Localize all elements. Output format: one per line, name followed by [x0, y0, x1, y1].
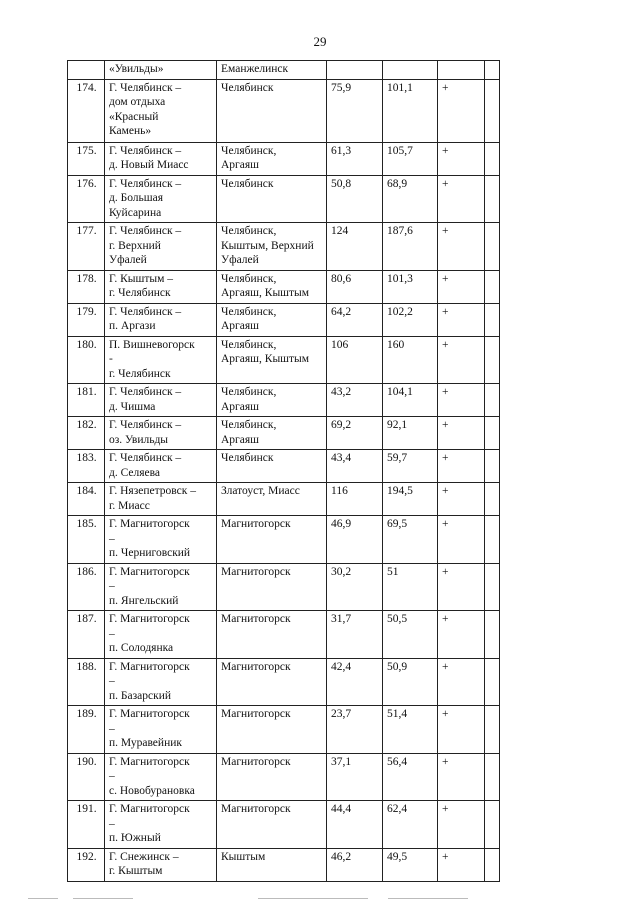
table-cell-mark: + — [438, 483, 485, 516]
table-cell-points: Челябинск, Аргаяш, Кыштым — [217, 336, 327, 384]
table-cell-length-a: 61,3 — [327, 142, 383, 175]
table-row — [68, 142, 500, 175]
table-cell-length-b: 68,9 — [383, 175, 438, 223]
table-cell-note — [485, 753, 500, 801]
table-cell-number: 177. — [68, 223, 105, 271]
table-cell-length-a: 106 — [327, 336, 383, 384]
table-cell-length-a: 75,9 — [327, 79, 383, 142]
table-cell-mark: + — [438, 658, 485, 706]
table-cell-mark: + — [438, 336, 485, 384]
table-cell-number: 180. — [68, 336, 105, 384]
table-row — [68, 336, 500, 384]
table-cell-mark: + — [438, 801, 485, 849]
table-cell-length-b: 69,5 — [383, 516, 438, 564]
table-cell-length-b: 56,4 — [383, 753, 438, 801]
table-cell-length-b: 187,6 — [383, 223, 438, 271]
table-cell-length-b: 92,1 — [383, 417, 438, 450]
table-cell-length-b: 194,5 — [383, 483, 438, 516]
table-cell-points: Магнитогорск — [217, 706, 327, 754]
table-cell-mark: + — [438, 516, 485, 564]
table-cell-number: 174. — [68, 79, 105, 142]
table-cell-note — [485, 450, 500, 483]
table-cell-points: Челябинск, Аргаяш — [217, 417, 327, 450]
table-cell-length-a: 44,4 — [327, 801, 383, 849]
table-cell-length-a: 37,1 — [327, 753, 383, 801]
table-cell-points: Челябинск, Аргаяш — [217, 142, 327, 175]
table-cell-length-b: 160 — [383, 336, 438, 384]
table-cell-points: Челябинск — [217, 79, 327, 142]
table-cell-note — [485, 223, 500, 271]
table-cell-points: Челябинск, Аргаяш, Кыштым — [217, 270, 327, 303]
table-cell-number: 178. — [68, 270, 105, 303]
table-cell-route: Г. Магнитогорск – п. Муравейник — [105, 706, 217, 754]
table-cell-points: Челябинск, Аргаяш — [217, 303, 327, 336]
table-cell-length-a: 50,8 — [327, 175, 383, 223]
table-cell-points: Магнитогорск — [217, 516, 327, 564]
table-row — [68, 753, 500, 801]
table-cell-mark: + — [438, 223, 485, 271]
table-cell-number: 190. — [68, 753, 105, 801]
table-cell-length-a: 43,2 — [327, 384, 383, 417]
table-cell-note — [485, 483, 500, 516]
table-cell-number: 182. — [68, 417, 105, 450]
table-row — [68, 175, 500, 223]
table-cell-number: 188. — [68, 658, 105, 706]
table-cell-route: Г. Нязепетровск – г. Миасс — [105, 483, 217, 516]
table-cell-number: 187. — [68, 611, 105, 659]
table-cell-length-a: 69,2 — [327, 417, 383, 450]
table-cell-note — [485, 303, 500, 336]
table-cell-length-a: 124 — [327, 223, 383, 271]
table-row — [68, 483, 500, 516]
table-row — [68, 516, 500, 564]
table-cell-length-a: 43,4 — [327, 450, 383, 483]
table-cell-length-b: 59,7 — [383, 450, 438, 483]
table-cell-number: 179. — [68, 303, 105, 336]
routes-table-body — [68, 61, 500, 882]
table-cell-number — [68, 61, 105, 80]
table-cell-length-b: 105,7 — [383, 142, 438, 175]
table-cell-route: Г. Челябинск – дом отдыха «Красный Камень» — [105, 79, 217, 142]
table-cell-points: Магнитогорск — [217, 753, 327, 801]
table-row — [68, 223, 500, 271]
table-cell-note — [485, 142, 500, 175]
routes-table — [67, 60, 500, 882]
table-cell-length-a — [327, 61, 383, 80]
table-cell-note — [485, 563, 500, 611]
table-row — [68, 450, 500, 483]
table-cell-note — [485, 270, 500, 303]
table-cell-route: Г. Челябинск – д. Большая Куйсарина — [105, 175, 217, 223]
table-cell-note — [485, 706, 500, 754]
table-row — [68, 658, 500, 706]
table-cell-mark: + — [438, 450, 485, 483]
table-cell-points: Челябинск, Аргаяш — [217, 384, 327, 417]
table-cell-mark: + — [438, 611, 485, 659]
table-cell-route: Г. Челябинск – оз. Увильды — [105, 417, 217, 450]
table-cell-route: Г. Кыштым – г. Челябинск — [105, 270, 217, 303]
table-cell-note — [485, 417, 500, 450]
table-cell-number: 184. — [68, 483, 105, 516]
table-row — [68, 611, 500, 659]
table-cell-points: Магнитогорск — [217, 658, 327, 706]
table-cell-note — [485, 79, 500, 142]
table-cell-route: Г. Магнитогорск – п. Солодянка — [105, 611, 217, 659]
table-row — [68, 303, 500, 336]
table-cell-points: Магнитогорск — [217, 801, 327, 849]
table-cell-route: Г. Челябинск – д. Чишма — [105, 384, 217, 417]
table-cell-mark — [438, 61, 485, 80]
table-cell-length-b: 51 — [383, 563, 438, 611]
table-cell-number: 176. — [68, 175, 105, 223]
table-cell-points: Златоуст, Миасс — [217, 483, 327, 516]
table-cell-number: 189. — [68, 706, 105, 754]
page-number: 29 — [313, 34, 327, 49]
table-cell-length-b: 50,9 — [383, 658, 438, 706]
table-cell-route: Г. Магнитогорск – п. Южный — [105, 801, 217, 849]
table-cell-number: 181. — [68, 384, 105, 417]
table-cell-points: Магнитогорск — [217, 611, 327, 659]
table-cell-route: Г. Челябинск – д. Новый Миасс — [105, 142, 217, 175]
table-cell-route: Г. Челябинск – п. Аргази — [105, 303, 217, 336]
table-cell-points: Кыштым — [217, 848, 327, 881]
table-cell-mark: + — [438, 706, 485, 754]
table-cell-mark: + — [438, 848, 485, 881]
table-cell-length-b: 104,1 — [383, 384, 438, 417]
table-cell-route: Г. Челябинск – г. Верхний Уфалей — [105, 223, 217, 271]
table-cell-length-b: 51,4 — [383, 706, 438, 754]
table-cell-number: 185. — [68, 516, 105, 564]
table-cell-length-a: 23,7 — [327, 706, 383, 754]
table-cell-length-b: 101,3 — [383, 270, 438, 303]
table-cell-note — [485, 516, 500, 564]
table-cell-number: 183. — [68, 450, 105, 483]
scan-artifact-line — [28, 898, 588, 901]
table-cell-length-b — [383, 61, 438, 80]
table-cell-mark: + — [438, 303, 485, 336]
table-row — [68, 848, 500, 881]
table-cell-length-b: 101,1 — [383, 79, 438, 142]
table-cell-length-a: 116 — [327, 483, 383, 516]
table-cell-mark: + — [438, 142, 485, 175]
table-cell-mark: + — [438, 384, 485, 417]
table-cell-length-a: 64,2 — [327, 303, 383, 336]
table-cell-points: Челябинск — [217, 450, 327, 483]
table-cell-length-b: 49,5 — [383, 848, 438, 881]
table-cell-points: Челябинск — [217, 175, 327, 223]
table-cell-note — [485, 61, 500, 80]
table-cell-length-b: 50,5 — [383, 611, 438, 659]
table-row — [68, 384, 500, 417]
table-cell-route: Г. Магнитогорск – п. Черниговский — [105, 516, 217, 564]
table-cell-note — [485, 384, 500, 417]
table-cell-mark: + — [438, 753, 485, 801]
table-cell-length-a: 42,4 — [327, 658, 383, 706]
table-cell-route: Г. Магнитогорск – с. Новобурановка — [105, 753, 217, 801]
table-cell-route: «Увильды» — [105, 61, 217, 80]
table-row — [68, 801, 500, 849]
table-cell-length-a: 46,2 — [327, 848, 383, 881]
table-cell-mark: + — [438, 563, 485, 611]
table-row — [68, 563, 500, 611]
table-cell-length-b: 102,2 — [383, 303, 438, 336]
table-row — [68, 706, 500, 754]
table-cell-note — [485, 801, 500, 849]
table-cell-route: Г. Магнитогорск – п. Янгельский — [105, 563, 217, 611]
table-cell-note — [485, 336, 500, 384]
table-row — [68, 79, 500, 142]
table-row-continuation — [68, 61, 500, 80]
table-cell-route: Г. Снежинск – г. Кыштым — [105, 848, 217, 881]
table-cell-number: 175. — [68, 142, 105, 175]
table-cell-mark: + — [438, 270, 485, 303]
table-cell-length-b: 62,4 — [383, 801, 438, 849]
table-cell-points: Еманжелинск — [217, 61, 327, 80]
table-cell-mark: + — [438, 175, 485, 223]
table-cell-number: 191. — [68, 801, 105, 849]
table-cell-points: Магнитогорск — [217, 563, 327, 611]
table-row — [68, 417, 500, 450]
table-cell-number: 192. — [68, 848, 105, 881]
table-cell-note — [485, 175, 500, 223]
table-cell-route: Г. Челябинск – д. Селяева — [105, 450, 217, 483]
table-cell-mark: + — [438, 417, 485, 450]
table-cell-route: П. Вишневогорск - г. Челябинск — [105, 336, 217, 384]
table-cell-number: 186. — [68, 563, 105, 611]
table-cell-note — [485, 848, 500, 881]
table-cell-points: Челябинск, Кыштым, Верхний Уфалей — [217, 223, 327, 271]
table-cell-note — [485, 611, 500, 659]
table-cell-length-a: 80,6 — [327, 270, 383, 303]
table-row — [68, 270, 500, 303]
table-cell-length-a: 30,2 — [327, 563, 383, 611]
table-cell-length-a: 31,7 — [327, 611, 383, 659]
table-cell-route: Г. Магнитогорск – п. Базарский — [105, 658, 217, 706]
table-cell-mark: + — [438, 79, 485, 142]
table-cell-length-a: 46,9 — [327, 516, 383, 564]
table-cell-note — [485, 658, 500, 706]
